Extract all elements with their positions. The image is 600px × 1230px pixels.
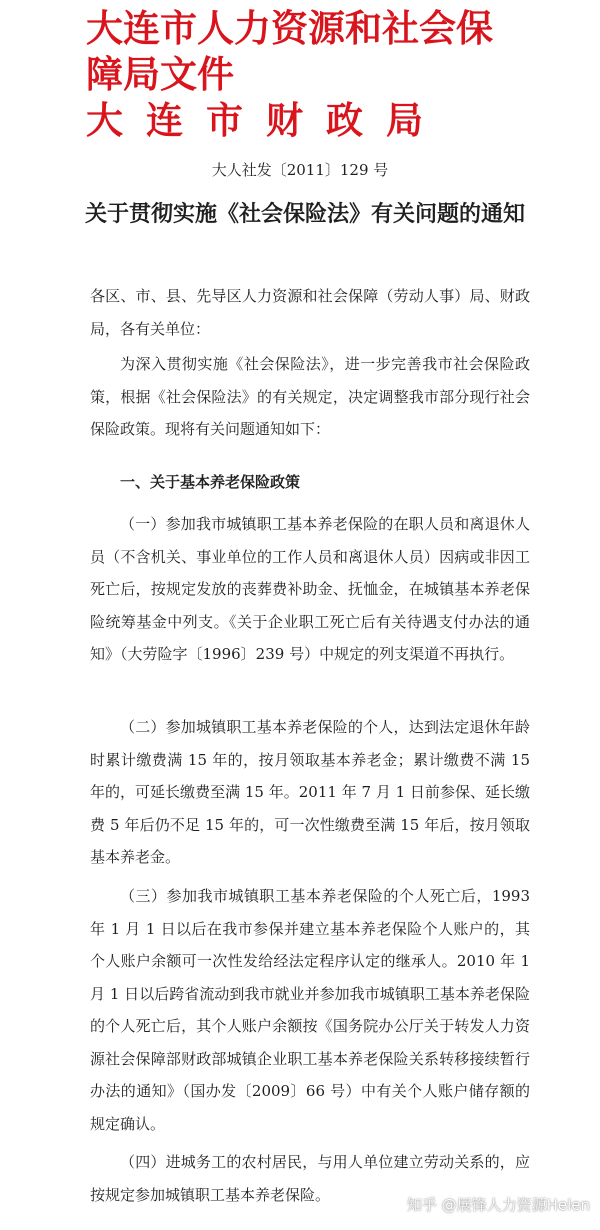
intro-paragraph: 为深入贯彻实施《社会保险法》，进一步完善我市社会保险政策，根据《社会保险法》的有关规定，决定调整我市部分现行社会保险政策。现将有关问题通知如下： [90, 355, 530, 438]
issuer-title-line-1: 大连市人力资源和社会保 [86, 7, 493, 50]
document-title: 关于贯彻实施《社会保险法》有关问题的通知 [84, 201, 525, 227]
addressee: 各区、市、县、先导区人力资源和社会保障（劳动人事）局、财政局，各有关单位： [90, 287, 530, 338]
paragraph-item: （四）进城务工的农村居民，与用人单位建立劳动关系的，应按规定参加城镇职工基本养老保险。 [90, 1153, 530, 1204]
zhihu-watermark: 知乎 @展锋人力资源Helen [406, 1196, 590, 1214]
paragraph-item: （三）参加我市城镇职工基本养老保险的个人死亡后，1993 年 1 月 1 日以后在我市参保并建立基本养老保险个人账户的，其个人账户余额可一次性发给经法定程序认定的继承人。2010 年 1 月 1 日以后跨省流动到我市就业并参加我市城镇职工基本养老保险的个人死亡后，其个人账户余额按《国务院办公厅关于转发人力资源社会保障部财政部城镇企业职工基本养老保险关系转移接续暂行办法的通知》（国办发〔2009〕66 号）中有关个人账户储存额的规定确认。 [90, 887, 530, 1133]
paragraph-item: （一）参加我市城镇职工基本养老保险的在职人员和离退休人员（不含机关、事业单位的工作人员和离退休人员）因病或非因工死亡后，按规定发放的丧葬费补助金、抚恤金，在城镇基本养老保险统筹基金中列支。《关于企业职工死亡后有关待遇支付办法的通知》（大劳险字〔1996〕239 号）中规定的列支渠道不再执行。 [90, 515, 530, 663]
issuer-title-line-2: 障局文件 [86, 53, 234, 96]
section-heading: 一、关于基本养老保险政策 [120, 473, 301, 491]
document-number: 大人社发〔2011〕129 号 [211, 161, 389, 179]
issuer-title-line-3: 大连市财政局 [86, 99, 446, 142]
paragraph-item: （二）参加城镇职工基本养老保险的个人，达到法定退休年龄时累计缴费满 15 年的，按月领取基本养老金；累计缴费不满 15 年的，可延长缴费至满 15 年。2011 年 7 月 1 日前参保、延长缴费 5 年后仍不足 15 年的，可一次性缴费至满 15 年后，按月领取基本养老金。 [90, 718, 530, 866]
